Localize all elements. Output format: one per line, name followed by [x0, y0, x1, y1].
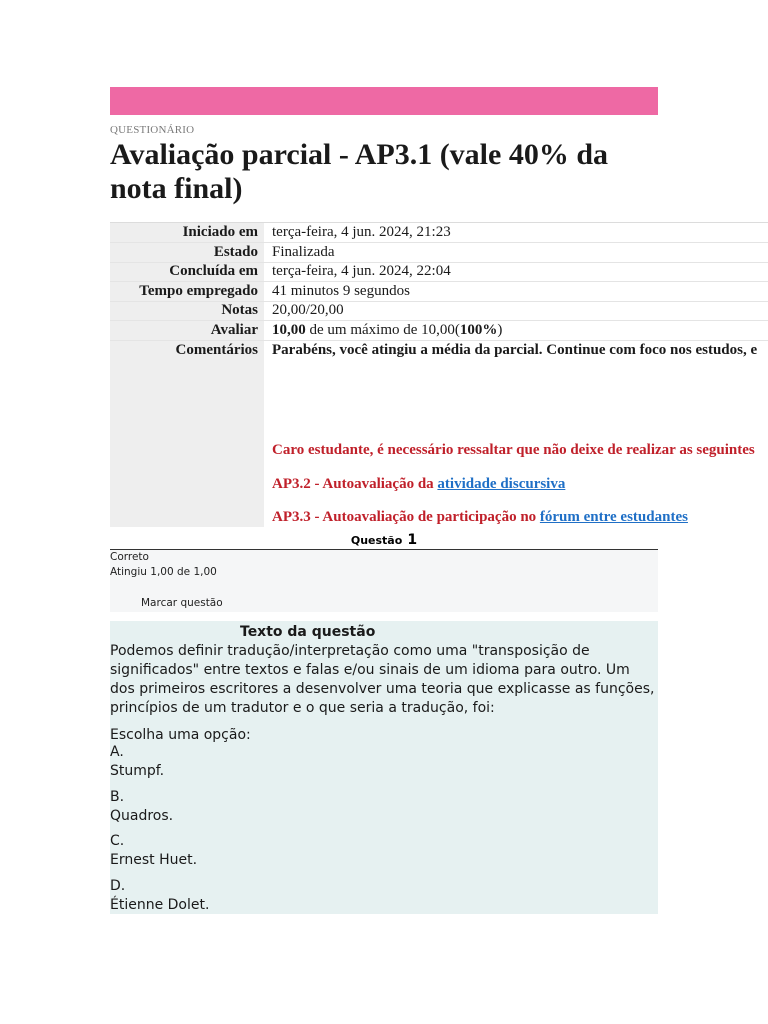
summary-label: Iniciado em	[182, 224, 258, 240]
question-text: Podemos definir tradução/interpretação como uma "transposição de significados" entre textos e falas e/ou sinais de um idioma para outro. Um dos primeiros escritores a desenvolver uma teoria que explicasse as funções, princípios de um tradutor e o que seria a tradução, foi:	[110, 643, 655, 716]
option-text: Étienne Dolet.	[110, 897, 210, 913]
summary-row-started	[110, 223, 768, 243]
page-title: Avaliação parcial - AP3.1 (vale 40% da nota final)	[110, 138, 609, 205]
summary-value: Finalizada	[272, 244, 335, 260]
question-header	[110, 529, 658, 550]
grade-max: de um máximo de 10,00(	[305, 322, 460, 338]
link-forum-estudantes[interactable]: fórum entre estudantes	[539, 509, 688, 525]
summary-row-marks	[110, 301, 768, 321]
feedback-ap32	[272, 476, 565, 493]
answer-option-c[interactable]	[110, 832, 197, 870]
summary-label: Comentários	[175, 342, 258, 358]
link-atividade-discursiva[interactable]: atividade discursiva	[437, 476, 566, 492]
feedback-text: Parabéns, você atingiu a média da parcial. Continue com foco nos estudos, e	[272, 342, 758, 358]
summary-value: terça-feira, 4 jun. 2024, 22:04	[272, 263, 451, 279]
option-letter: B.	[110, 789, 125, 805]
feedback-ap33	[272, 509, 688, 526]
summary-value-grade	[272, 322, 502, 339]
summary-label: Notas	[221, 302, 258, 318]
attempt-summary-table	[110, 222, 768, 527]
summary-value: terça-feira, 4 jun. 2024, 21:23	[272, 224, 451, 240]
summary-row-comments	[110, 340, 768, 527]
question-grade: Atingiu 1,00 de 1,00	[110, 566, 217, 578]
option-letter: C.	[110, 833, 125, 849]
option-text: Ernest Huet.	[110, 852, 198, 868]
summary-label: Estado	[213, 244, 258, 260]
summary-row-state	[110, 243, 768, 263]
question-status: Correto	[110, 551, 149, 563]
question-info	[110, 550, 658, 612]
ap32-prefix: AP3.2 - Autoavaliação da	[272, 476, 438, 492]
breadcrumb[interactable]: QUESTIONÁRIO	[110, 124, 195, 136]
ap33-prefix: AP3.3 - Autoavaliação de participação no	[272, 509, 540, 525]
summary-row-completed	[110, 262, 768, 282]
choose-option-label: Escolha uma opção:	[110, 727, 251, 743]
header-banner	[110, 87, 658, 115]
summary-value: 41 minutos 9 segundos	[272, 283, 410, 299]
grade-score: 10,00	[272, 322, 306, 338]
summary-row-grade	[110, 321, 768, 341]
answer-option-b[interactable]	[110, 788, 173, 826]
feedback-notice: Caro estudante, é necessário ressaltar que não deixe de realizar as seguintes	[272, 442, 755, 458]
summary-value: 20,00/20,00	[272, 302, 344, 318]
summary-row-time-taken	[110, 282, 768, 302]
grade-percent: 100%	[459, 322, 498, 338]
option-text: Quadros.	[110, 808, 174, 824]
question-number: 1	[407, 532, 418, 548]
option-letter: A.	[110, 744, 124, 760]
answer-option-a[interactable]	[110, 743, 164, 781]
grade-end: )	[497, 322, 503, 338]
summary-label: Tempo empregado	[139, 283, 258, 299]
answer-option-d[interactable]	[110, 877, 209, 915]
option-letter: D.	[110, 878, 126, 894]
summary-label: Concluída em	[169, 263, 258, 279]
summary-label: Avaliar	[210, 322, 258, 338]
question-content	[110, 621, 658, 914]
question-label: Questão	[350, 534, 403, 547]
flag-question-button[interactable]: Marcar questão	[141, 597, 223, 609]
option-text: Stumpf.	[110, 763, 165, 779]
question-text-heading: Texto da questão	[240, 624, 376, 640]
